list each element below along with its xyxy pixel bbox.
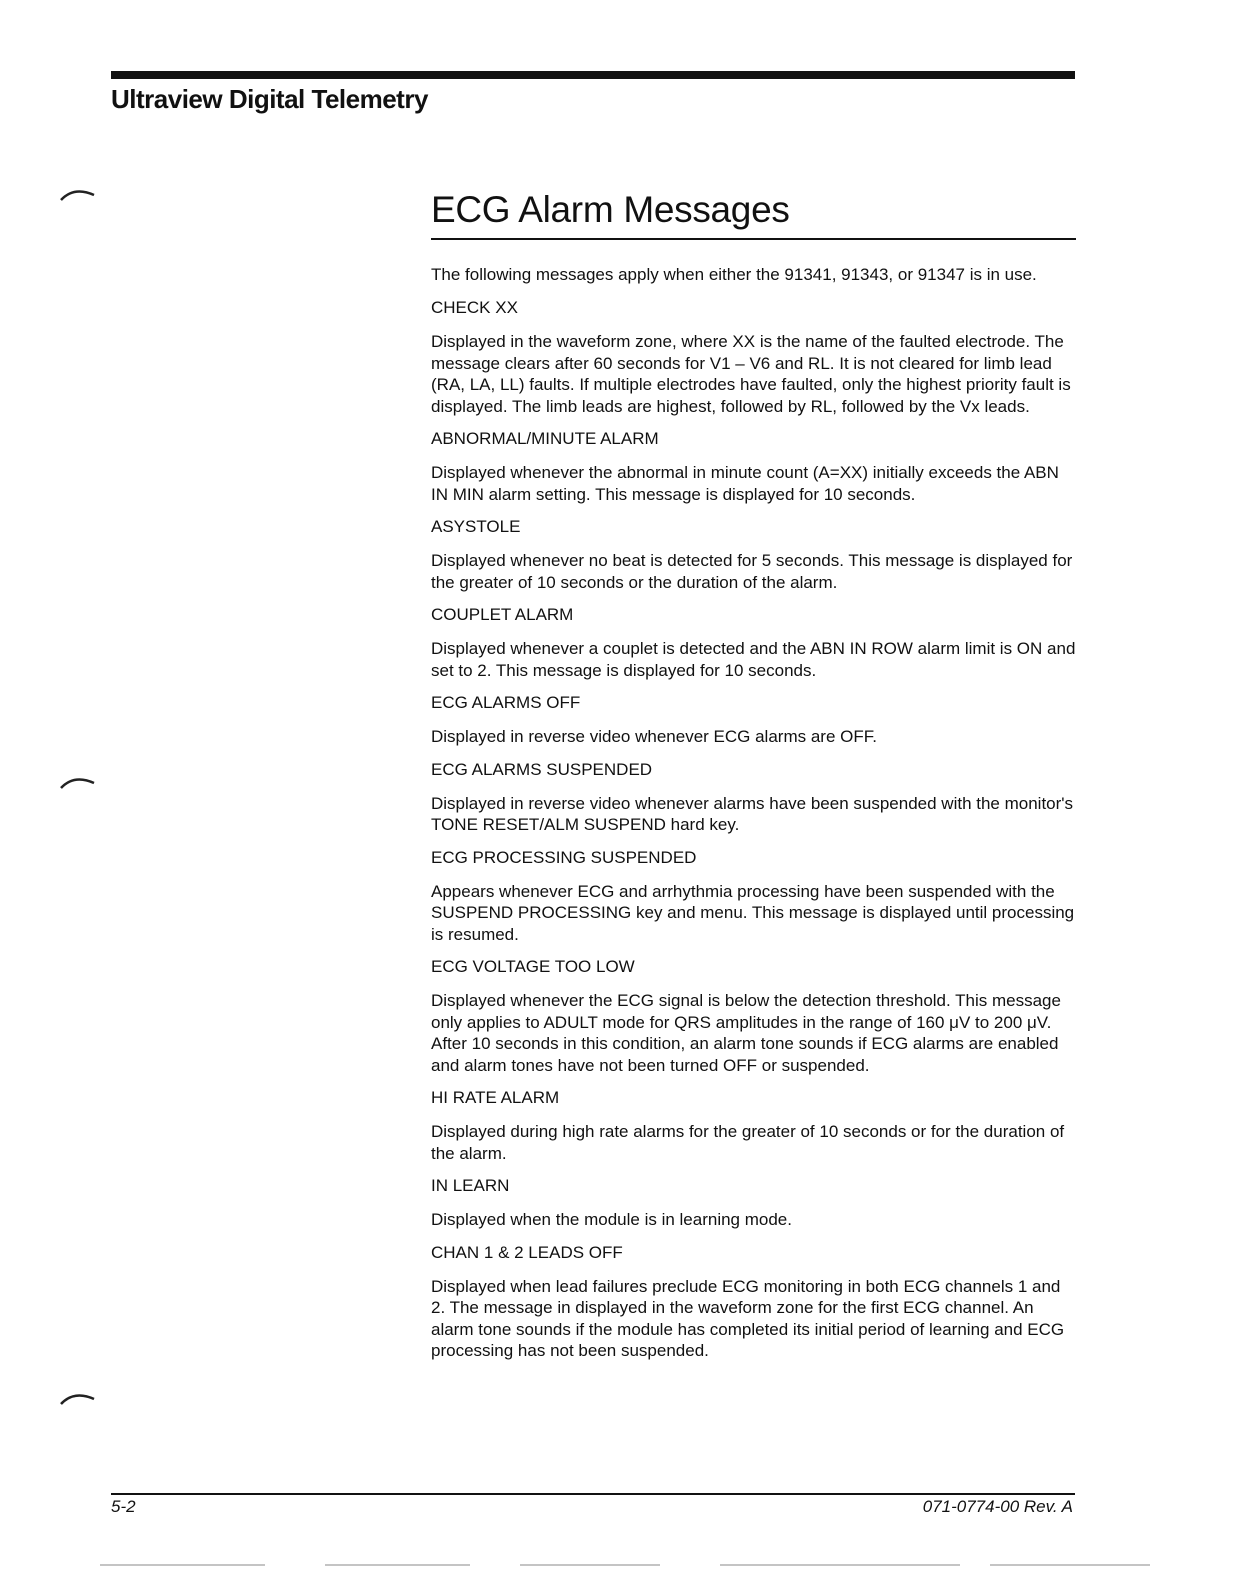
message-description: Displayed during high rate alarms for the greater of 10 seconds or for the duration of the alarm. xyxy=(431,1122,1065,1163)
message-title: ASYSTOLE xyxy=(431,517,521,536)
page-number: 5-2 xyxy=(111,1497,136,1516)
message-entry xyxy=(431,297,1076,417)
message-description: Displayed whenever no beat is detected for 5 seconds. This message is displayed for the greater of 10 seconds or the duration of the alarm. xyxy=(431,551,1073,592)
header-rule xyxy=(111,71,1075,79)
message-title: ECG ALARMS SUSPENDED xyxy=(431,759,653,779)
message-entry xyxy=(431,1087,1076,1164)
binder-hole-mark xyxy=(60,188,96,202)
message-description: Displayed in reverse video whenever alarms have been suspended with the monitor's TONE RESET/ALM SUSPEND hard key. xyxy=(431,793,1074,834)
document-id: 071-0774-00 Rev. A xyxy=(922,1497,1073,1516)
page-title: ECG Alarm Messages xyxy=(431,189,790,230)
binder-hole-mark xyxy=(60,1392,96,1406)
message-title: CHECK XX xyxy=(431,298,518,317)
message-title: ECG VOLTAGE TOO LOW xyxy=(431,957,635,976)
footer-rule xyxy=(111,1493,1075,1495)
message-description: Displayed when the module is in learning mode. xyxy=(431,1210,792,1229)
message-description: Displayed when lead failures preclude ECG monitoring in both ECG channels 1 and 2. The message in displayed in the waveform zone for the first ECG channel. An alarm tone sounds if the module has completed its initial period of learning and ECG processing has not been suspended. xyxy=(431,1276,1065,1360)
message-title: CHAN 1 & 2 LEADS OFF xyxy=(431,1242,623,1262)
message-entry xyxy=(431,604,1076,681)
message-description: Displayed whenever a couplet is detected and the ABN IN ROW alarm limit is ON and set to 2. This message is displayed for 10 seconds. xyxy=(431,639,1076,680)
message-title: ECG ALARMS OFF xyxy=(431,693,581,712)
message-description: Displayed whenever the ECG signal is below the detection threshold. This message only applies to ADULT mode for QRS amplitudes in the range of 160 μV to 200 μV. After 10 seconds in this condition, an alarm tone sounds if ECG alarms are enabled and alarm tones have not been turned OFF or suspended. xyxy=(431,991,1061,1075)
message-description: Displayed whenever the abnormal in minute count (A=XX) initially exceeds the ABN IN MIN alarm setting. This message is displayed for 10 seconds. xyxy=(431,463,1059,504)
message-entry xyxy=(431,1242,1076,1362)
message-entry xyxy=(431,956,1076,1076)
message-title: IN LEARN xyxy=(431,1176,510,1195)
message-description: Appears whenever ECG and arrhythmia processing have been suspended with the SUSPEND PROCESSING key and menu. This message is displayed until processing is resumed. xyxy=(431,881,1075,944)
message-description: Displayed in the waveform zone, where XX is the name of the faulted electrode. The message clears after 60 seconds for V1 – V6 and RL. It is not cleared for limb lead (RA, LA, LL) faults. If multiple electrodes have faulted, only the highest priority fault is displayed. The limb leads are highest, followed by RL, followed by the Vx leads. xyxy=(431,332,1071,416)
message-title: COUPLET ALARM xyxy=(431,605,574,624)
intro-paragraph: The following messages apply when either the 91341, 91343, or 91347 is in use. xyxy=(431,265,1037,284)
main-content xyxy=(431,186,1076,1362)
title-rule xyxy=(431,238,1076,240)
message-title: ECG PROCESSING SUSPENDED xyxy=(431,847,697,867)
message-entry xyxy=(431,428,1076,505)
message-description: Displayed in reverse video whenever ECG alarms are OFF. xyxy=(431,727,877,746)
message-entry xyxy=(431,847,1076,946)
scan-edge-artifact xyxy=(0,1563,1233,1567)
message-title: ABNORMAL/MINUTE ALARM xyxy=(431,429,659,448)
binder-hole-mark xyxy=(60,776,96,790)
message-entry xyxy=(431,759,1076,836)
message-entry xyxy=(431,516,1076,593)
message-entry xyxy=(431,1175,1076,1231)
message-entry xyxy=(431,692,1076,748)
message-title: HI RATE ALARM xyxy=(431,1088,560,1107)
header-title: Ultraview Digital Telemetry xyxy=(111,84,428,114)
